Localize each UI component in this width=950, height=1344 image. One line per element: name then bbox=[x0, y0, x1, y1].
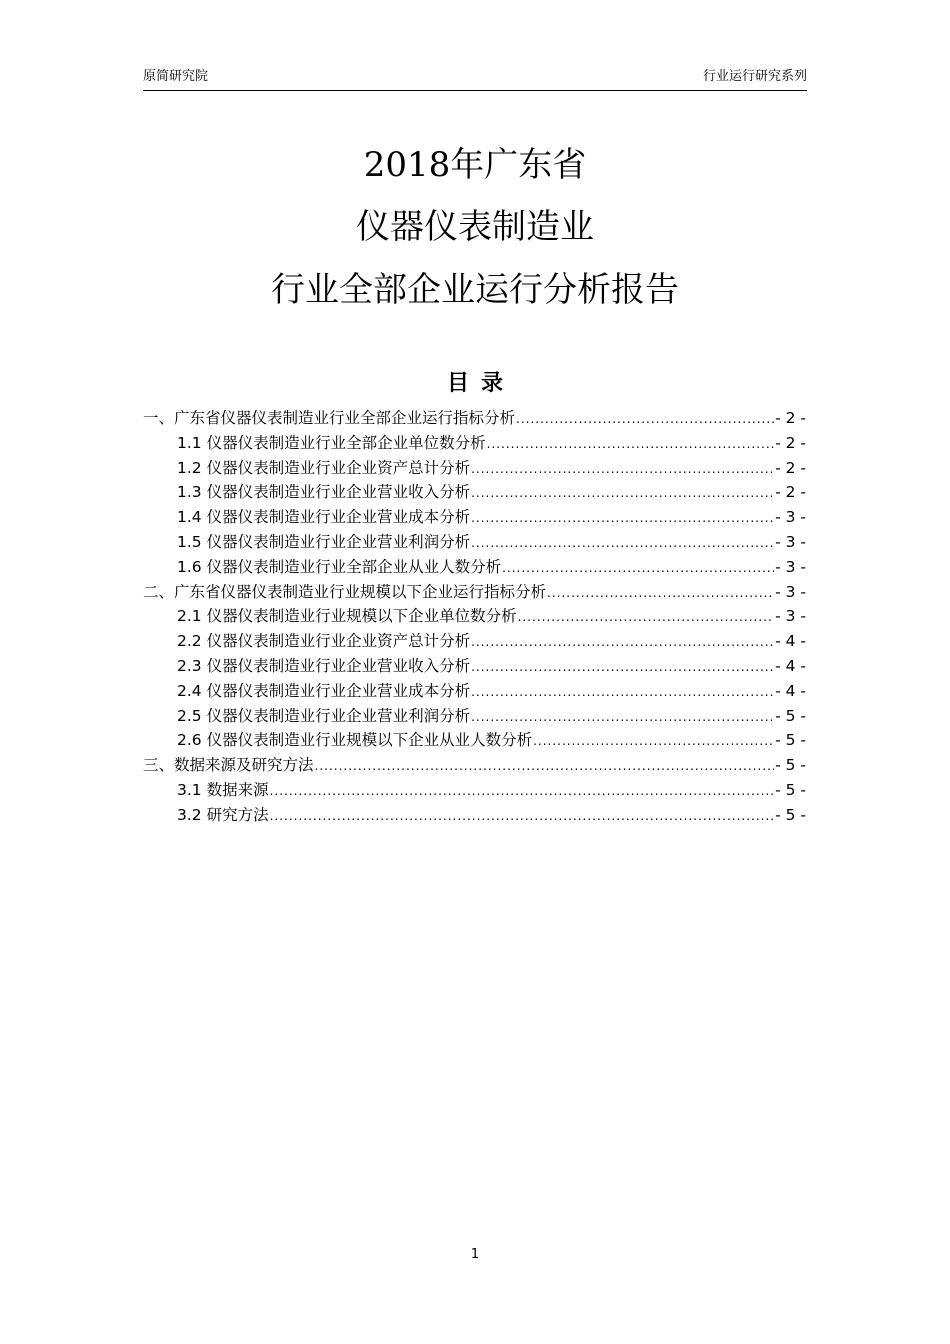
toc-dot-leader bbox=[533, 729, 774, 754]
toc-entry-page: - 2 - bbox=[775, 409, 806, 427]
toc-dot-leader bbox=[471, 705, 774, 730]
toc-entry-label: 1.1 仪器仪表制造业行业全部企业单位数分析 bbox=[177, 433, 486, 452]
toc-entry-label: 1.5 仪器仪表制造业行业企业营业利润分析 bbox=[177, 532, 471, 551]
toc-entry-label: 3.2 研究方法 bbox=[177, 805, 269, 824]
toc-entry-label: 2.5 仪器仪表制造业行业企业营业利润分析 bbox=[177, 706, 471, 725]
page-header bbox=[143, 66, 807, 91]
toc-dot-leader bbox=[487, 432, 775, 457]
toc-dot-leader bbox=[315, 754, 775, 779]
toc-entry-page: - 5 - bbox=[775, 780, 806, 799]
toc-entry-label: 2.6 仪器仪表制造业行业规模以下企业从业人数分析 bbox=[177, 731, 533, 750]
toc-entry-label: 1.4 仪器仪表制造业行业企业营业成本分析 bbox=[177, 508, 471, 527]
toc-entry-page: - 4 - bbox=[775, 632, 806, 651]
toc-entry[interactable] bbox=[143, 679, 806, 704]
toc-entry-page: - 2 - bbox=[775, 483, 806, 502]
toc-entry-page: - 5 - bbox=[775, 756, 806, 775]
toc-entry-label: 三、数据来源及研究方法 bbox=[143, 756, 314, 775]
toc-entry[interactable] bbox=[143, 604, 806, 629]
toc-entry-label: 1.6 仪器仪表制造业行业全部企业从业人数分析 bbox=[177, 557, 502, 576]
toc-dot-leader bbox=[471, 680, 774, 705]
toc-entry-label: 2.1 仪器仪表制造业行业规模以下企业单位数分析 bbox=[177, 607, 517, 626]
toc-entry[interactable] bbox=[143, 728, 806, 753]
toc-entry-label: 2.2 仪器仪表制造业行业企业资产总计分析 bbox=[177, 632, 471, 651]
toc-dot-leader bbox=[471, 531, 774, 556]
toc-entry[interactable] bbox=[143, 704, 806, 729]
toc-entry[interactable] bbox=[143, 505, 806, 530]
toc-heading: 目录 bbox=[446, 371, 515, 396]
page-number: 1 bbox=[470, 1247, 480, 1262]
report-title-line-3: 行业全部企业运行分析报告 bbox=[271, 270, 679, 310]
toc-dot-leader bbox=[518, 605, 775, 630]
toc-entry-label: 2.4 仪器仪表制造业行业企业营业成本分析 bbox=[177, 681, 471, 700]
toc-entry[interactable] bbox=[143, 753, 806, 778]
toc-entry-label: 1.2 仪器仪表制造业行业企业资产总计分析 bbox=[177, 458, 471, 477]
header-org-name: 原简研究院 bbox=[143, 69, 209, 84]
toc-entry[interactable] bbox=[143, 654, 806, 679]
toc-entry-page: - 3 - bbox=[775, 532, 806, 551]
report-title-line-2: 仪器仪表制造业 bbox=[356, 207, 594, 247]
toc-dot-leader bbox=[270, 804, 775, 829]
toc-entry-page: - 3 - bbox=[775, 508, 806, 527]
report-title-line-1: 2018年广东省 bbox=[363, 145, 587, 185]
toc-entry[interactable] bbox=[143, 629, 806, 654]
toc-entry[interactable] bbox=[143, 778, 806, 803]
toc-entry[interactable] bbox=[143, 456, 806, 481]
toc-entry-page: - 2 - bbox=[775, 458, 806, 477]
toc-entry-page: - 3 - bbox=[775, 607, 806, 626]
toc-entry-label: 2.3 仪器仪表制造业行业企业营业收入分析 bbox=[177, 656, 471, 675]
header-series-name: 行业运行研究系列 bbox=[702, 69, 807, 84]
toc-entry-label: 一、广东省仪器仪表制造业行业全部企业运行指标分析 bbox=[143, 409, 516, 427]
toc-dot-leader bbox=[502, 556, 774, 581]
toc-entry-page: - 5 - bbox=[775, 706, 806, 725]
toc-entry-label: 3.1 数据来源 bbox=[177, 780, 269, 799]
toc-entry[interactable] bbox=[143, 803, 806, 828]
toc-entry[interactable] bbox=[143, 530, 806, 555]
toc-entry-page: - 3 - bbox=[775, 582, 806, 601]
toc-entry-page: - 3 - bbox=[775, 557, 806, 576]
toc-entry-page: - 2 - bbox=[775, 433, 806, 452]
toc-dot-leader bbox=[471, 481, 774, 506]
toc-dot-leader bbox=[547, 581, 774, 606]
toc-entry-page: - 5 - bbox=[775, 731, 806, 750]
toc-dot-leader bbox=[471, 506, 774, 531]
toc-entry-page: - 4 - bbox=[775, 681, 806, 700]
toc-entry-page: - 5 - bbox=[775, 805, 806, 824]
toc-entry-label: 1.3 仪器仪表制造业行业企业营业收入分析 bbox=[177, 483, 471, 502]
toc-dot-leader bbox=[516, 407, 774, 432]
toc-entry[interactable] bbox=[143, 555, 806, 580]
toc-entry[interactable] bbox=[143, 406, 806, 431]
toc-entry[interactable] bbox=[143, 431, 806, 456]
toc-entry-label: 二、广东省仪器仪表制造业行业规模以下企业运行指标分析 bbox=[143, 582, 547, 601]
toc-dot-leader bbox=[471, 630, 774, 655]
toc-entry[interactable] bbox=[143, 580, 806, 605]
toc-dot-leader bbox=[270, 779, 775, 804]
toc-entry[interactable] bbox=[143, 480, 806, 505]
toc-dot-leader bbox=[471, 457, 774, 482]
toc-dot-leader bbox=[471, 655, 774, 680]
table-of-contents bbox=[143, 406, 806, 828]
toc-entry-page: - 4 - bbox=[775, 656, 806, 675]
